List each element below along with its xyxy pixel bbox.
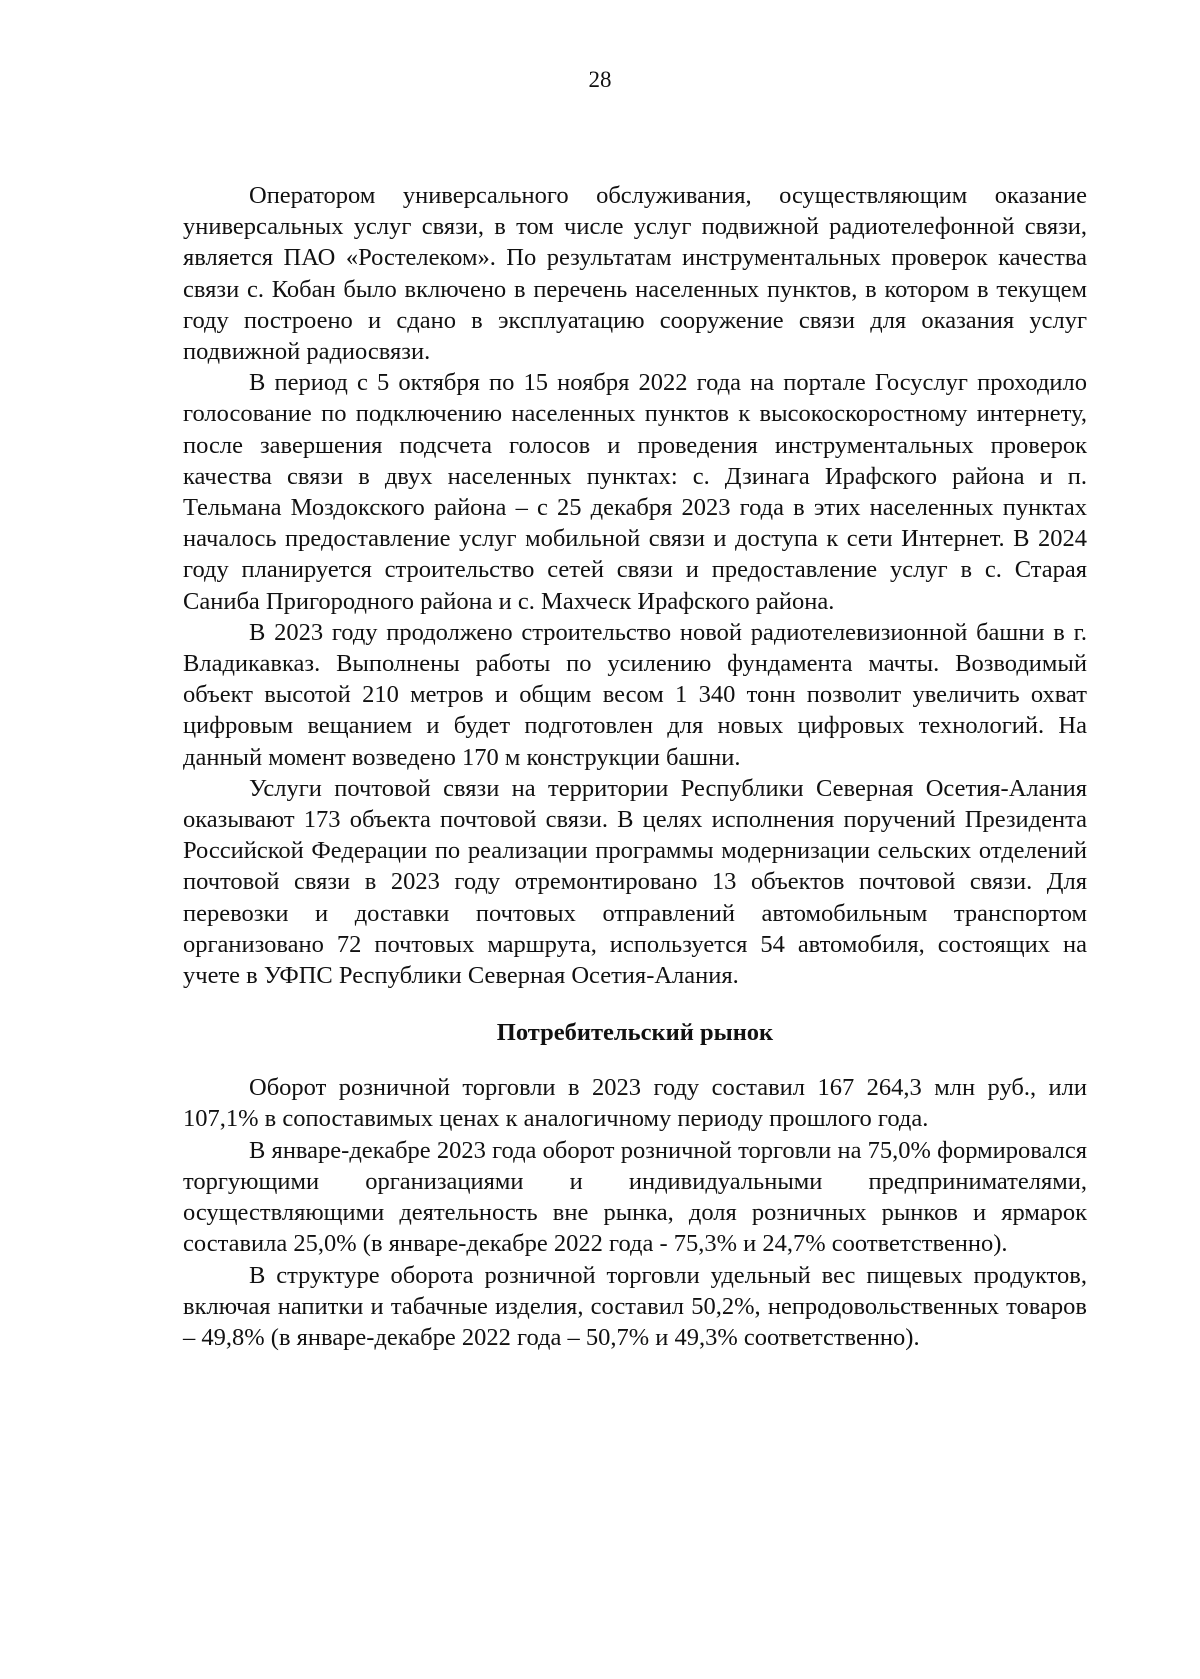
section-title-consumer-market: Потребительский рынок bbox=[496, 1019, 774, 1047]
paragraph-retail-structure-organizations: В январе-декабре 2023 года оборот розничной торговли на 75,0% формировался торгующими организациями и индивидуальными предпринимателями, осуществляющими деятельность вне рынка, доля розничных рынков и ярмарок составила 25,0% (в январе-декабре 2022 года - 75,3% и 24,7% соответственно). bbox=[183, 1136, 1087, 1258]
page-number: 28 bbox=[588, 67, 612, 92]
paragraph-postal-services: Услуги почтовой связи на территории Республики Северная Осетия-Алания оказывают 173 объекта почтовой связи. В целях исполнения поручений Президента Российской Федерации по реализации программы модернизации сельских отделений почтовой связи в 2023 году отремонтировано 13 объектов почтовой связи. Для перевозки и доставки почтовых отправлений автомобильным транспортом организовано 72 почтовых маршрута, используется 54 автомобиля, состоящих на учете в УФПС Республики Северная Осетия-Алания. bbox=[183, 774, 1087, 990]
paragraph-retail-turnover: Оборот розничной торговли в 2023 году составил 167 264,3 млн руб., или 107,1% в сопоставимых ценах к аналогичному периоду прошлого года. bbox=[183, 1074, 1087, 1133]
document-body bbox=[183, 180, 1087, 1353]
paragraph-universal-service-operator: Оператором универсального обслуживания, осуществляющим оказание универсальных услуг связи, в том числе услуг подвижной радиотелефонной связи, является ПАО «Ростелеком». По результатам инструментальных проверок качества связи с. Кобан было включено в перечень населенных пунктов, в котором в текущем году построено и сдано в эксплуатацию сооружение связи для оказания услуг подвижной радиосвязи. bbox=[183, 182, 1087, 366]
paragraph-retail-structure-goods: В структуре оборота розничной торговли удельный вес пищевых продуктов, включая напитки и табачные изделия, составил 50,2%, непродовольственных товаров – 49,8% (в январе-декабре 2022 года – 50,7% и 49,3% соответственно). bbox=[183, 1261, 1087, 1351]
paragraph-vladikavkaz-tower: В 2023 году продолжено строительство новой радиотелевизионной башни в г. Владикавказ. Выполнены работы по усилению фундамента мачты. Возводимый объект высотой 210 метров и общим весом 1 340 тонн позволит увеличить охват цифровым вещанием и будет подготовлен для новых цифровых технологий. На данный момент возведено 170 м конструкции башни. bbox=[183, 618, 1087, 771]
paragraph-gosuslugi-voting: В период с 5 октября по 15 ноября 2022 года на портале Госуслуг проходило голосование по подключению населенных пунктов к высокоскоростному интернету, после завершения подсчета голосов и проведения инструментальных проверок качества связи в двух населенных пунктах: с. Дзинага Ирафского района и п. Тельмана Моздокского района – с 25 декабря 2023 года в этих населенных пунктах началось предоставление услуг мобильной связи и доступа к сети Интернет. В 2024 году планируется строительство сетей связи и предоставление услуг в с. Старая Саниба Пригородного района и с. Махческ Ирафского района. bbox=[183, 369, 1087, 615]
